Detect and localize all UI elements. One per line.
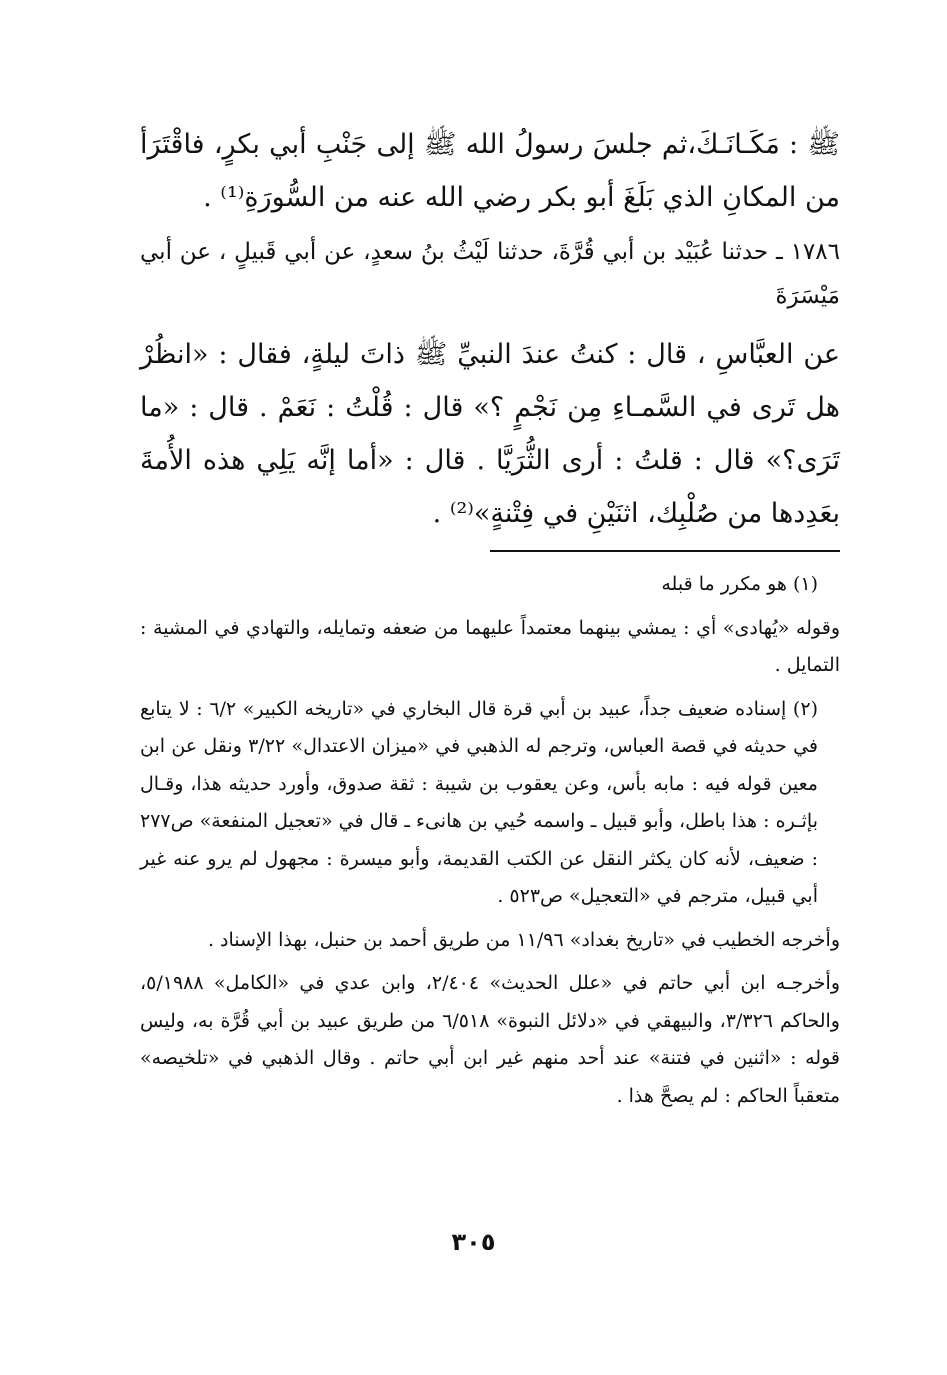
footnotes [140,566,840,1115]
footnote-1: (١) هو مكرر ما قبله [661,573,818,595]
hadith-text: عن العبَّاسِ ، قال : كنتُ عندَ النبيِّ ﷺ ذاتَ ليلةٍ، فقال : «انظُرْ هل تَرى في السَّمـاءِ مِن نَجْمٍ ؟» قال : قُلْتُ : نَعَمْ . قال : «ما تَرَى؟» قال : قلتُ : أرى الثُّرَيَّا . قال : «أما إنَّه يَلِي هذه الأُمةَ بعَدِدها من صُلْبِك، اثنَيْنِ في فِتْنةٍ»⁽²⁾ . [140,339,840,529]
footnote-separator [490,550,840,552]
main-paragraph-1: ﷺ : مَكَـانَـكَ،ثم جلسَ رسولُ الله ﷺ إلى جَنْبِ أبي بكرٍ، فاقْتَرَأ من المكانِ الذي بَلَغَ أبو بكر رضي الله عنه من السُّورَةِ⁽¹⁾ . [140,129,840,213]
footnote-2-khatib: وأخرجه الخطيب في «تاريخ بغداد» ١١/٩٦ من طريق أحمد بن حنبل، بهذا الإسناد . [207,928,840,951]
hadith-chain: ١٧٨٦ ـ حدثنا عُبَيْد بن أبي قُرَّةَ، حدثنا لَيْثُ بنُ سعدٍ، عن أبي قَبيلٍ ، عن أبي مَيْسَرَةَ [140,239,840,309]
footnote-2: (٢) إسناده ضعيف جداً، عبيد بن أبي قرة قال البخاري في «تاريخه الكبير» ٦/٢ : لا يتابع في حديثه في قصة العباس، وترجم له الذهبي في «ميزان الاعتدال» ٣/٢٢ ونقل عن ابن معين قوله فيه : مابه بأس، وعن يعقوب بن شيبة : ثقة صدوق، وأورد حديثه هذا، وقـال بإثـره : هذا باطل، وأبو قبيل ـ واسمه حُيي بن هانىء ـ قال في «تعجيل المنفعة» ص٢٧٧ : ضعيف، لأنه كان يكثر النقل عن الكتب القديمة، وأبو ميسرة : مجهول لم يرو عنه غير أبي قبيل، مترجم في «التعجيل» ص٥٢٣ . [140,697,818,907]
main-text [140,118,840,540]
page-number: ٣٠٥ [451,1228,496,1256]
footnote-1-body: وقوله «يُهادى» أي : يمشي بينهما معتمداً عليهما من ضعفه وتمايله، والتهادي في المشية : التمايل . [140,616,840,676]
footnote-2-others: وأخرجـه ابن أبي حاتم في «علل الحديث» ٢/٤٠٤، وابن عدي في «الكامل» ٥/١٩٨٨، والحاكم ٣/٣٢٦، والبيهقي في «دلائل النبوة» ٦/٥١٨ من طريق عبيد بن أبي قُرَّة به، وليس قوله : «اثنين في فتنة» عند أحد منهم غير ابن أبي حاتم . وقال الذهبي في «تلخيصه» متعقباً الحاكم : لم يصحَّ هذا . [140,972,840,1107]
page-content [140,118,840,1121]
